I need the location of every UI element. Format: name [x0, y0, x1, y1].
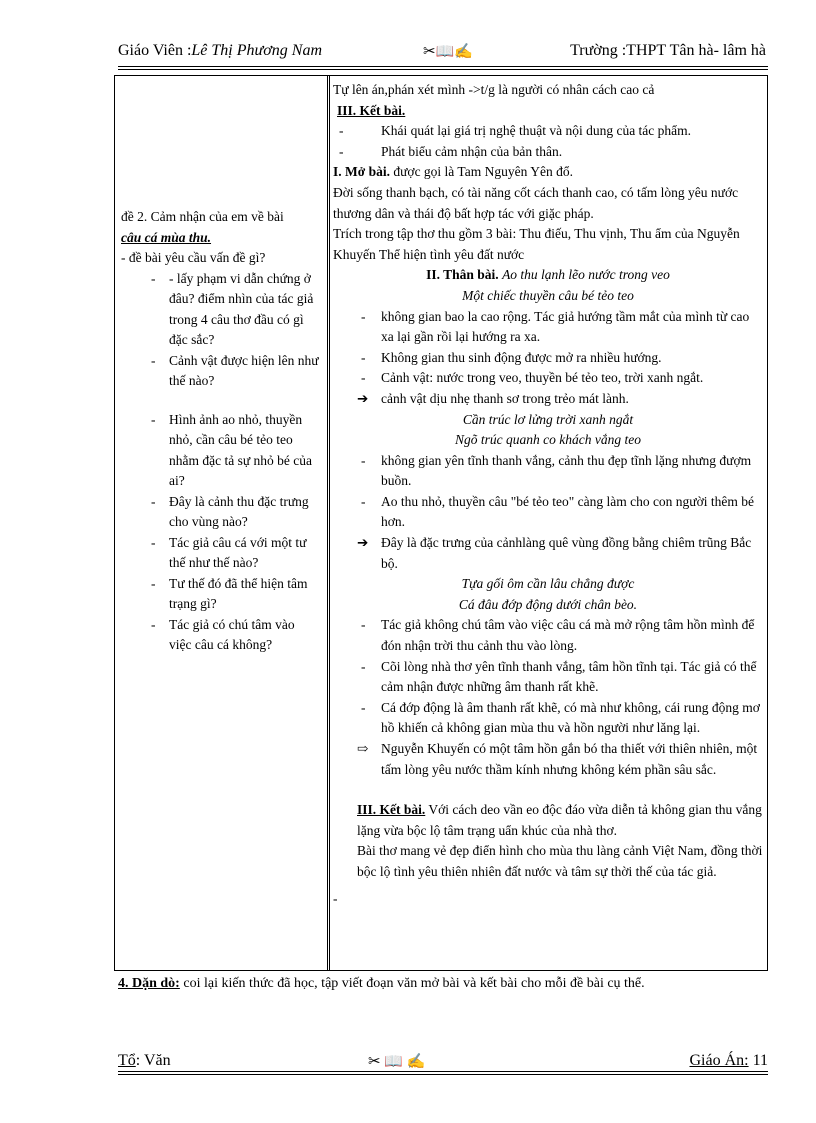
page-header [118, 40, 766, 68]
header-rule [118, 66, 768, 70]
question-item: - Đây là cảnh thu đặc trưng cho vùng nào? [151, 493, 309, 529]
question-item: - Tác giả có chú tâm vào việc câu cá không? [151, 616, 295, 652]
question-item: - Hình ảnh ao nhỏ, thuyền nhỏ, cần câu bé tẻo teo nhằm đặc tả sự nhỏ bé của ai? [151, 411, 313, 488]
school-name: Trường :THPT Tân hà- lâm hà [570, 42, 766, 59]
lesson-content: Tự lên án,phán xét mình ->t/g là người có nhân cách cao cả III. Kết bài. - Khái quát lại giá trị nghệ thuật và nội dung của tác phẩm. - Phát biểu cảm nhận của bản thân. I. Mở bài. được gọi là Tam Nguyên Yên đổ. Đời sống thanh bạch, có tài năng cốt cách thanh cao, có tấm lòng yêu nước thương dân và thái độ bất hợp tác với giặc pháp. Trích trong tập thơ thu gồm 3 bài: Thu điếu, Thu vịnh, Thu ẩm của Nguyễn Khuyến Thể hiện tình yêu đất nước II. Thân bài. Ao thu lạnh lẽo nước trong veo Một chiếc thuyền câu bé tẻo teo - không gian bao la cao rộng. Tác giả hướng tầm mắt của mình từ cao xa lại gần rồi lại hướng ra xa. - Không gian thu sinh động được mở ra nhiều hướng. - Cảnh vật: nước trong veo, thuyền bé tẻo teo, trời xanh ngắt. ➔ cảnh vật dịu nhẹ thanh sơ trong trẻo mát lành. Cần trúc lơ lửng trời xanh ngắt Ngõ trúc quanh co khách vắng teo - không gian yên tĩnh thanh vắng, cảnh thu đẹp tĩnh lặng nhưng đượm buồn. - Ao thu nhỏ, thuyền câu "bé tẻo teo" càng làm cho con người thêm bé hơn. ➔ Đây là đặc trưng của cảnhlàng quê vùng đồng bằng chiêm trũng Bắc bộ. Tựa gối ôm cần lâu chẳng được Cá đâu đớp động dưới chân bèo. - Tác giả không chú tâm vào việc câu cá mà mở rộng tâm hồn mình để đón nhận trời thu cảnh thu vào lòng. - Cõi lòng nhà thơ yên tĩnh thanh vắng, tâm hồn tĩnh tại. Tác giả có thể cảm nhận được những âm thanh rất khẽ. - Cá đớp động là âm thanh rất khẽ, có mà như không, cái rung động mơ hồ khiến cả không gian mùa thu và hồn người như lăng lại. ⇨ Nguyễn Khuyến có một tâm hồn gắn bó tha thiết với thiên nhiên, một tấm lòng yêu nước thầm kính nhưng không kém phần sâu sắc. III. Kết bài. Với cách deo vần eo độc đáo vừa diễn tả không gian thu vắng lặng vừa bộc lộ tâm trạng uẩn khúc của nhà thơ. Bài thơ mang vẻ đẹp điển hình cho mùa thu làng cảnh Việt Nam, đồng thời bộc lộ tình yêu thiên nhiên đất nước và tâm sự thời thế của tác giả. - [333, 82, 763, 906]
question-item: - Tư thế đó đã thể hiện tâm trạng gì? [151, 575, 308, 611]
footer-ornament-icon: ✂ 📖 ✍ [368, 1054, 426, 1070]
question-item: - Cảnh vật được hiện lên như thế nào? [151, 352, 319, 388]
arrow-icon: ➔ [357, 535, 369, 551]
arrow-icon: ➔ [357, 390, 369, 406]
homework-note: 4. Dặn dò: coi lại kiến thức đã học, tập viết đoạn văn mở bài và kết bài cho mỗi đề bài cụ thể. [118, 976, 645, 991]
footer-rule [118, 1071, 768, 1075]
teacher-questions: đề 2. Cảm nhận của em về bài câu cá mùa thu. - đề bài yêu cầu vấn đề gì? - - lấy phạm vi dẫn chứng ở đâu? điểm nhìn của tác giả trong 4 câu thơ đầu có gì đặc sắc? - Cảnh vật được hiện lên như thế nào? - Hình ảnh ao nhỏ, thuyền nhỏ, cần câu bé tẻo teo nhằm đặc tả sự nhỏ bé của ai? - Đây là cảnh thu đặc trưng cho vùng nào? - Tác giả câu cá với một tư thế như thế nào? - Tư thế đó đã thể hiện tâm trạng gì? - Tác giả có chú tâm vào việc câu cá không? [121, 207, 319, 656]
section-title: III. Kết bài. [337, 102, 406, 118]
teacher-info: Giáo Viên :Lê Thị Phương Nam [118, 42, 323, 59]
lesson-table [114, 75, 768, 971]
question-item: - Tác giả câu cá với một tư thế như thế nào? [151, 534, 307, 570]
question-item: - - lấy phạm vi dẫn chứng ở đâu? điểm nhìn của tác giả trong 4 câu thơ đầu có gì đặc sắc? [151, 270, 314, 347]
hollow-arrow-icon: ⇨ [357, 741, 369, 756]
header-ornament-icon: ✂📖✍ [423, 44, 473, 60]
